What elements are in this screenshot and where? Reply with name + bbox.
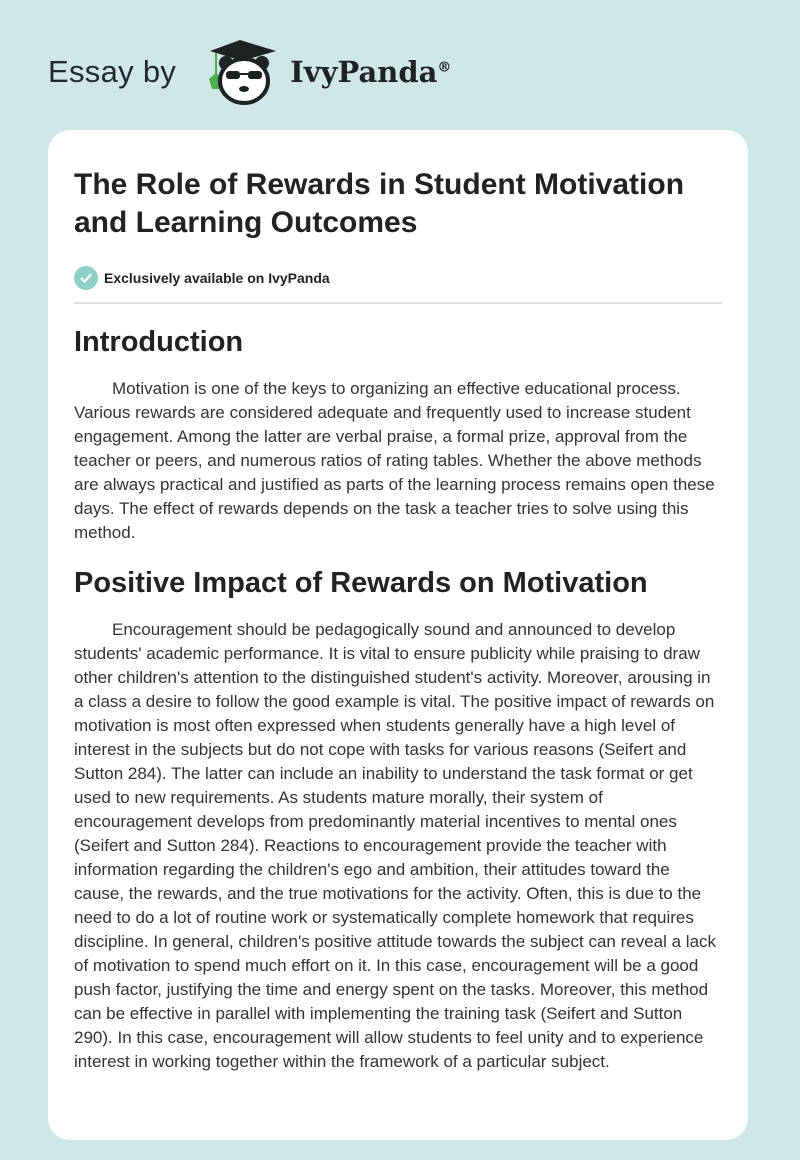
exclusive-badge bbox=[74, 266, 722, 290]
section-heading: Introduction bbox=[74, 326, 244, 358]
section-body: Motivation is one of the keys to organizing an effective educational process. Various rewards are considered adequate and frequently used to increase student engagement. Among the latter are verbal praise, a formal prize, approval from the teacher or peers, and numerous ratios of rating tables. Whether the above methods are always practical and justified as parts of the learning process remains open these days. The effect of rewards depends on the task a teacher tries to solve using this method. bbox=[74, 379, 715, 542]
essay-title: The Role of Rewards in Student Motivation and Learning Outcomes bbox=[74, 168, 685, 239]
essay-card bbox=[48, 130, 748, 1140]
brand-text: IvyPanda bbox=[290, 55, 438, 89]
registered-mark: ® bbox=[437, 59, 452, 76]
brand-name[interactable] bbox=[290, 55, 451, 89]
ivypanda-logo-icon[interactable] bbox=[196, 37, 286, 107]
section-body: Encouragement should be pedagogically sound and announced to develop students' academic performance. It is vital to ensure publicity while praising to draw other children's attention to the distinguished student's activity. Moreover, arousing in a class a desire to follow the good example is vital. The positive impact of rewards on motivation is most often expressed when students generally have a high level of interest in the subjects but do not cope with tasks for various reasons (Seifert and Sutton 284). The latter can include an inability to understand the task format or get used to new requirements. As students mature morally, their system of encouragement develops from predominantly material incentives to mental ones (Seifert and Sutton 284). Reactions to encouragement provide the teacher with information regarding the children's ego and ambition, their attitudes toward the cause, the rewards, and the true motivations for the activity. Often, this is due to the need to do a lot of routine work or systematically complete homework that requires discipline. In general, children's positive attitude towards the subject can reveal a lack of motivation to spend much effort on it. In this case, encouragement will be a good push factor, justifying the time and energy spent on the tasks. Moreover, this method can be effective in parallel with implementing the training task (Seifert and Sutton 290). In this case, encouragement will allow students to feel unity and to experience interest in working together within the framework of a particular subject. bbox=[74, 620, 717, 1071]
divider bbox=[74, 302, 722, 304]
site-header bbox=[48, 36, 451, 108]
section-heading: Positive Impact of Rewards on Motivation bbox=[74, 567, 648, 599]
check-icon bbox=[74, 266, 98, 290]
badge-text: Exclusively available on IvyPanda bbox=[104, 270, 330, 286]
essay-by-label: Essay by bbox=[48, 54, 177, 89]
